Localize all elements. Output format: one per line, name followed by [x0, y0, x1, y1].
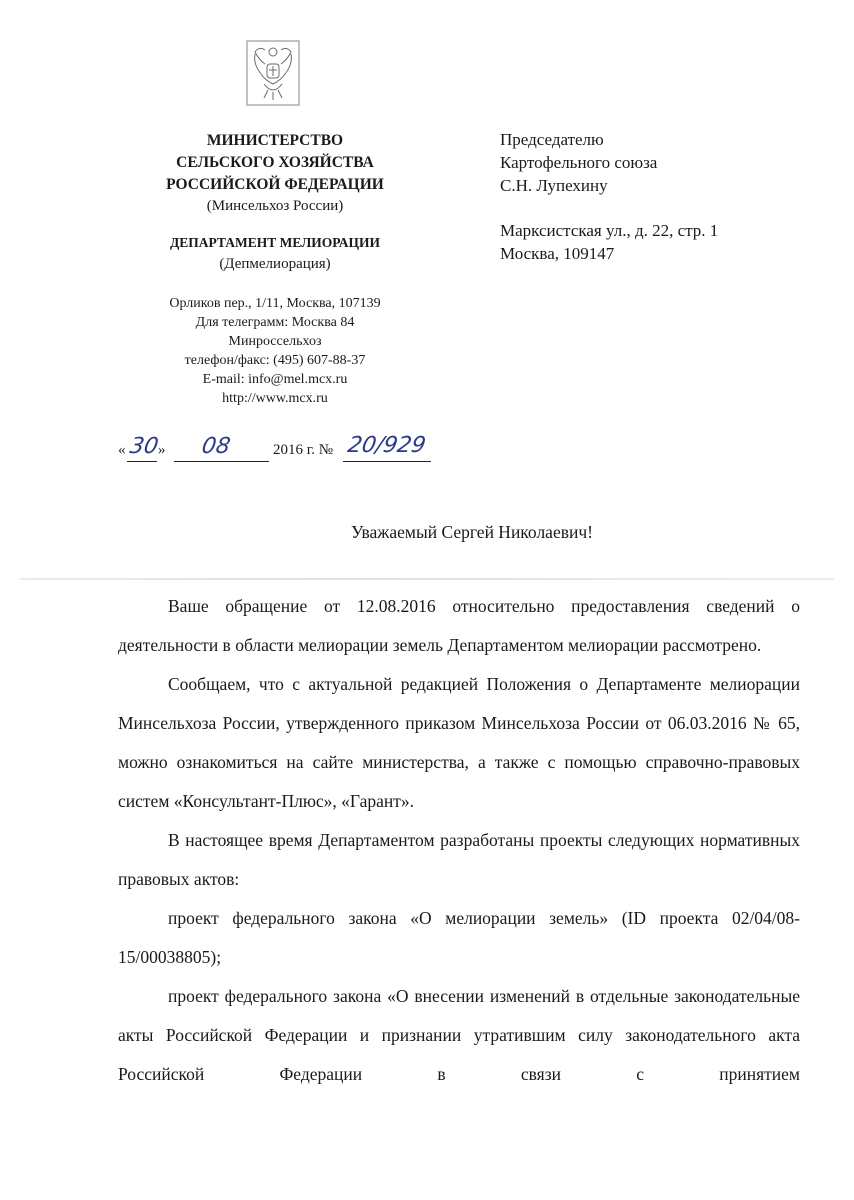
ministry-name-line3: РОССИЙСКОЙ ФЕДЕРАЦИИ — [166, 176, 384, 193]
handwritten-month: 08 — [199, 434, 233, 459]
coat-of-arms-icon — [246, 40, 300, 106]
body-paragraph-3: В настоящее время Департаментом разработаны проекты следующих нормативных правовых актов: — [118, 830, 800, 889]
department-name: ДЕПАРТАМЕНТ МЕЛИОРАЦИИ — [169, 235, 381, 250]
letterhead — [130, 130, 420, 408]
ministry-name-line2: СЕЛЬСКОГО ХОЗЯЙСТВА — [176, 154, 374, 171]
recipient-name: С.Н. Лупехину — [500, 176, 608, 195]
website: http://www.mcx.ru — [222, 391, 328, 406]
ministry-short-name: (Минсельхоз России) — [206, 198, 344, 214]
phone-fax: телефон/факс: (495) 607-88-37 — [184, 353, 366, 368]
year-and-number-label: 2016 г. № — [273, 442, 334, 458]
paper-fold-line — [20, 578, 834, 580]
quote-open: « — [118, 442, 126, 458]
ministry-name-line1: МИНИСТЕРСТВО — [206, 132, 344, 149]
recipient-title: Председателю — [500, 130, 604, 149]
quote-close: » — [158, 442, 166, 458]
recipient-city: Москва, 109147 — [500, 244, 615, 263]
body-paragraph-4: проект федерального закона «О мелиорации земель» (ID проекта 02/04/08-15/00038805); — [118, 908, 800, 967]
recipient-block — [500, 128, 830, 265]
registration-line — [118, 430, 448, 464]
salutation: Уважаемый Сергей Николаевич! — [351, 522, 593, 542]
handwritten-number: 20/929 — [345, 433, 428, 458]
email: E-mail: info@mel.mcx.ru — [202, 372, 348, 387]
recipient-organization: Картофельного союза — [500, 153, 658, 172]
letter-body — [118, 587, 800, 1094]
department-short-name: (Депмелиорация) — [219, 256, 331, 272]
handwritten-day: 30 — [127, 434, 161, 459]
postal-address: Орликов пер., 1/11, Москва, 107139 — [169, 296, 381, 311]
body-paragraph-5: проект федерального закона «О внесении изменений в отдельные законодательные акты Российской Федерации и признании утратившим силу законодательного акта Российской Федерации в связи с принятием — [118, 986, 800, 1084]
telegram-line1: Для телеграмм: Москва 84 — [195, 315, 355, 330]
body-paragraph-1: Ваше обращение от 12.08.2016 относительно предоставления сведений о деятельности в области мелиорации земель Департаментом мелиорации рассмотрено. — [118, 596, 800, 655]
recipient-street: Марксистская ул., д. 22, стр. 1 — [500, 221, 719, 240]
body-paragraph-2: Сообщаем, что с актуальной редакцией Положения о Департаменте мелиорации Минсельхоза России, утвержденного приказом Минсельхоза России от 06.03.2016 № 65, можно ознакомиться на сайте министерства, а также с помощью справочно-правовых систем «Консультант-Плюс», «Гарант». — [118, 674, 800, 811]
telegram-line2: Минроссельхоз — [228, 334, 322, 349]
